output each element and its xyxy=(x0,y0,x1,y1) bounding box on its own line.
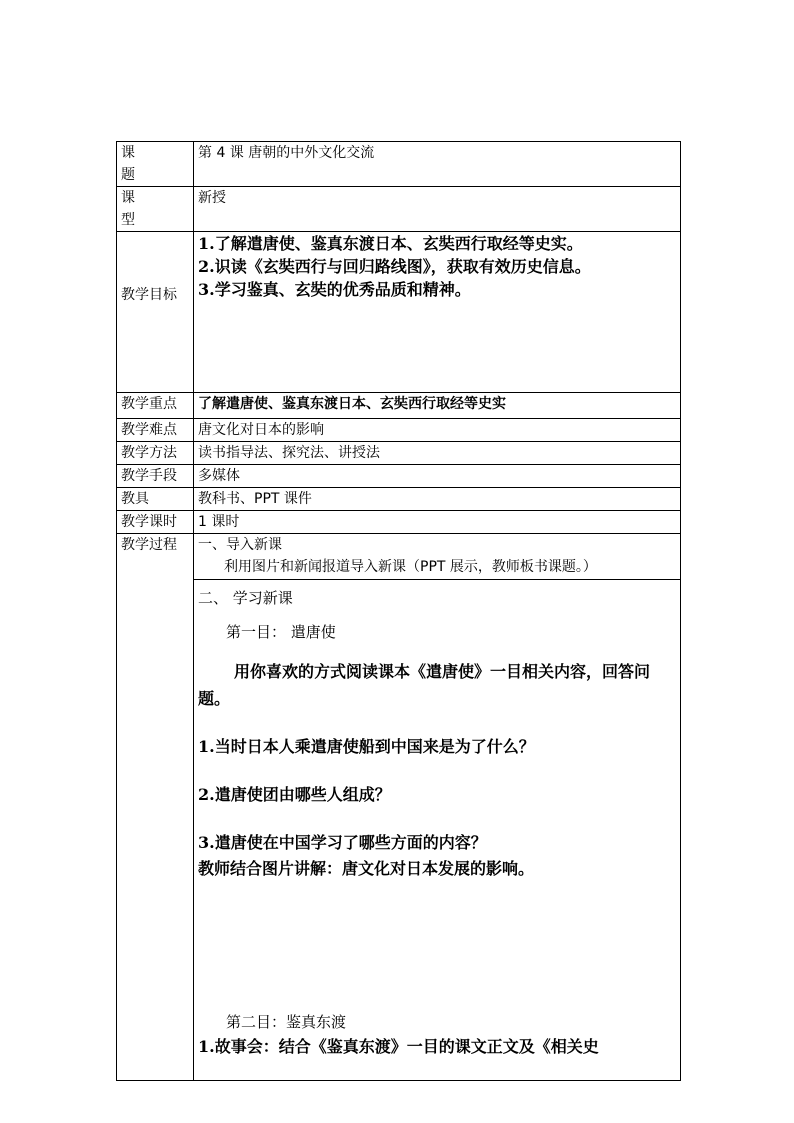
label-method: 教学方法 xyxy=(117,442,194,465)
process-part2-title: 二、 学习新课 xyxy=(198,589,293,607)
row-method xyxy=(117,442,681,465)
story-prompt: 1.故事会：结合《鉴真东渡》一目的课文正文及《相关史 xyxy=(198,1037,599,1056)
question-1: 1.当时日本人乘遣唐使船到中国来是为了什么？ xyxy=(198,737,535,756)
value-key-point: 了解遣唐使、鉴真东渡日本、玄奘西行取经等史实 xyxy=(194,393,681,419)
label-topic: 课 题 xyxy=(117,142,194,187)
process-part1-text: 利用图片和新闻报道导入新课（PPT 展示，教师板书课题。） xyxy=(224,559,597,575)
label-objectives: 教学目标 xyxy=(121,287,177,303)
row-key-point xyxy=(117,393,681,419)
lesson-plan-table xyxy=(116,141,681,1081)
label-hours: 教学课时 xyxy=(117,511,194,534)
objective-item-1: 1.了解遣唐使、鉴真东渡日本、玄奘西行取经等史实。 xyxy=(198,234,583,253)
value-type: 新授 xyxy=(194,187,681,232)
row-means xyxy=(117,465,681,488)
label-key-point: 教学重点 xyxy=(117,393,194,419)
label-tools: 教具 xyxy=(117,488,194,511)
value-method: 读书指导法、探究法、讲授法 xyxy=(194,442,681,465)
process-part1-title: 一、导入新课 xyxy=(198,537,282,553)
sub1-title: 第一目： 遣唐使 xyxy=(226,623,336,641)
value-topic: 第 4 课 唐朝的中外文化交流 xyxy=(194,142,681,187)
row-objectives xyxy=(117,232,681,393)
process-main-cell xyxy=(194,580,681,1081)
row-type xyxy=(117,187,681,232)
row-tools xyxy=(117,488,681,511)
row-process-intro xyxy=(117,534,681,580)
label-means: 教学手段 xyxy=(117,465,194,488)
label-type: 课 型 xyxy=(117,187,194,232)
label-process: 教学过程 xyxy=(117,534,194,1081)
row-hours xyxy=(117,511,681,534)
teacher-note: 教师结合图片讲解：唐文化对日本发展的影响。 xyxy=(198,859,535,878)
sub1-task: 用你喜欢的方式阅读课本《遣唐使》一目相关内容，回答问题。 xyxy=(198,662,651,708)
value-means: 多媒体 xyxy=(194,465,681,488)
row-process-main xyxy=(117,580,681,1081)
value-objectives xyxy=(194,232,681,393)
value-tools: 教科书、PPT 课件 xyxy=(194,488,681,511)
question-2: 2.遣唐使团由哪些人组成？ xyxy=(198,785,391,804)
objective-item-2: 2.识读《玄奘西行与回归路线图》，获取有效历史信息。 xyxy=(198,257,591,276)
label-difficulty: 教学难点 xyxy=(117,419,194,442)
label-objectives-cell xyxy=(117,232,194,393)
row-topic xyxy=(117,142,681,187)
process-intro-cell xyxy=(194,534,681,580)
objective-item-3: 3.学习鉴真、玄奘的优秀品质和精神。 xyxy=(198,280,471,299)
sub2-title: 第二目：鉴真东渡 xyxy=(226,1013,347,1031)
value-difficulty: 唐文化对日本的影响 xyxy=(194,419,681,442)
row-difficulty xyxy=(117,419,681,442)
question-3: 3.遣唐使在中国学习了哪些方面的内容？ xyxy=(198,833,487,852)
value-hours: 1 课时 xyxy=(194,511,681,534)
